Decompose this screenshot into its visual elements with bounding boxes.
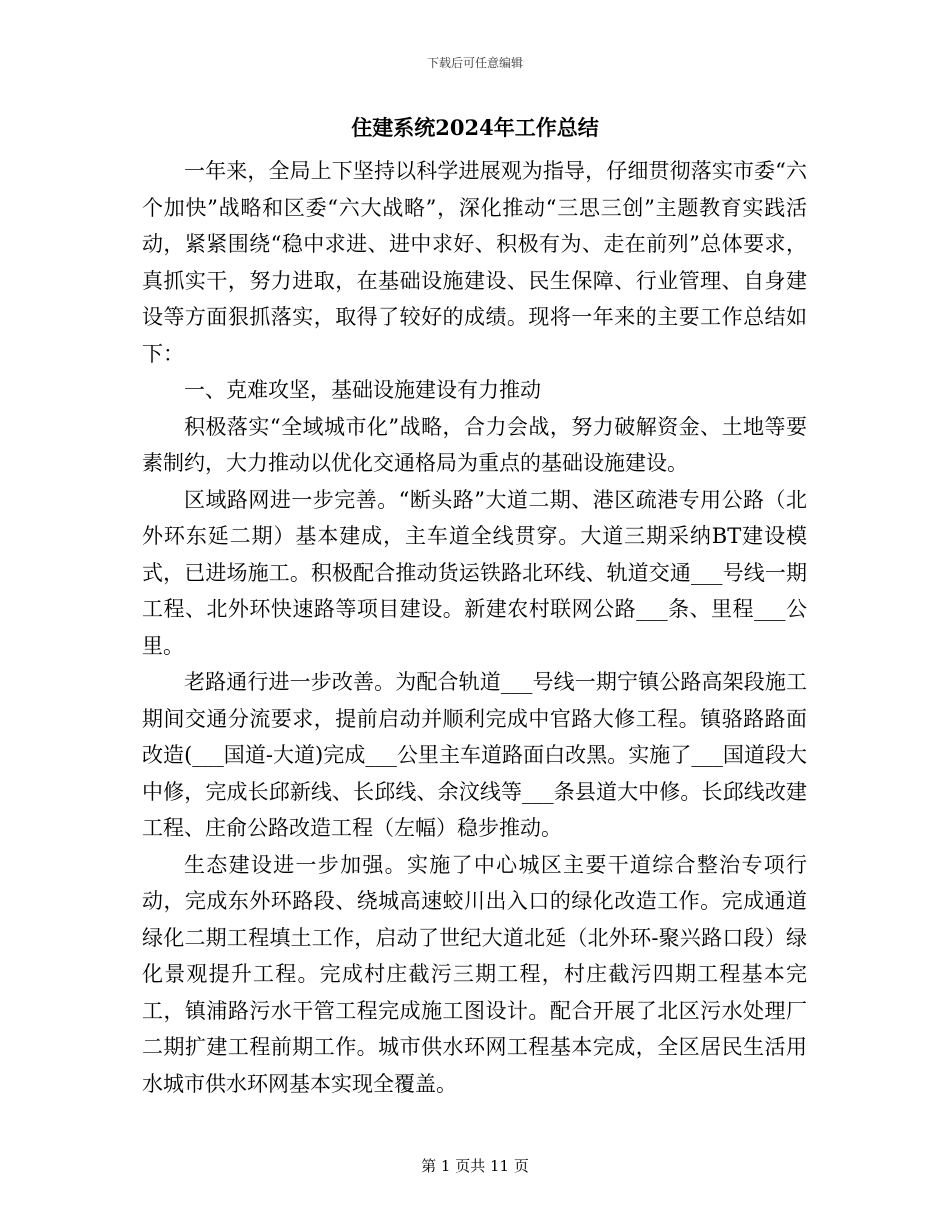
- paragraph-road-network: 区域路网进一步完善。“断头路”大道二期、港区疏港专用公路（北外环东延二期）基本建成，主车道全线贯穿。大道三期采纳BT建设模式，已进场施工。积极配合推动货运铁路北环线、轨道交通___号线一期工程、北外环快速路等项目建设。新建农村联网公路___条、里程___公里。: [142, 487, 807, 658]
- paragraph-section-1-intro: 积极落实“全域城市化”战略，合力会战，努力破解资金、土地等要素制约，大力推动以优化交通格局为重点的基础设施建设。: [142, 414, 807, 475]
- document-body: [142, 153, 807, 1102]
- document-title: 住建系统2024年工作总结: [351, 115, 599, 140]
- page-footer: 第 1 页共 11 页: [421, 1157, 529, 1175]
- section-heading-1: 一、克难攻坚，基础设施建设有力推动: [184, 378, 541, 402]
- paragraph-old-roads: 老路通行进一步改善。为配合轨道___号线一期宁镇公路高架段施工期间交通分流要求，提前启动并顺利完成中官路大修工程。镇骆路路面改造(___国道-大道)完成___公里主车道路面白改黑。实施了___国道段大中修，完成长邱新线、长邱线、余汶线等___条县道大中修。长邱线改建工程、庄俞公路改造工程（左幅）稳步推动。: [142, 670, 807, 840]
- paragraph-intro: 一年来，全局上下坚持以科学进展观为指导，仔细贯彻落实市委“六个加快”战略和区委“六大战略”，深化推动“三思三创”主题教育实践活动，紧紧围绕“稳中求进、进中求好、积极有为、走在前列”总体要求，真抓实干，努力进取，在基础设施建设、民生保障、行业管理、自身建设等方面狠抓落实，取得了较好的成绩。现将一年来的主要工作总结如下：: [142, 159, 807, 366]
- paragraph-ecology: 生态建设进一步加强。实施了中心城区主要干道综合整治专项行动，完成东外环路段、绕城高速蛟川出入口的绿化改造工作。完成通道绿化二期工程填土工作，启动了世纪大道北延（北外环-聚兴路口段）绿化景观提升工程。完成村庄截污三期工程，村庄截污四期工程基本完工，镇浦路污水干管工程完成施工图设计。配合开展了北区污水处理厂二期扩建工程前期工作。城市供水环网工程基本完成，全区居民生活用水城市供水环网基本实现全覆盖。: [142, 852, 807, 1096]
- header-note: 下载后可任意编辑: [426, 56, 523, 70]
